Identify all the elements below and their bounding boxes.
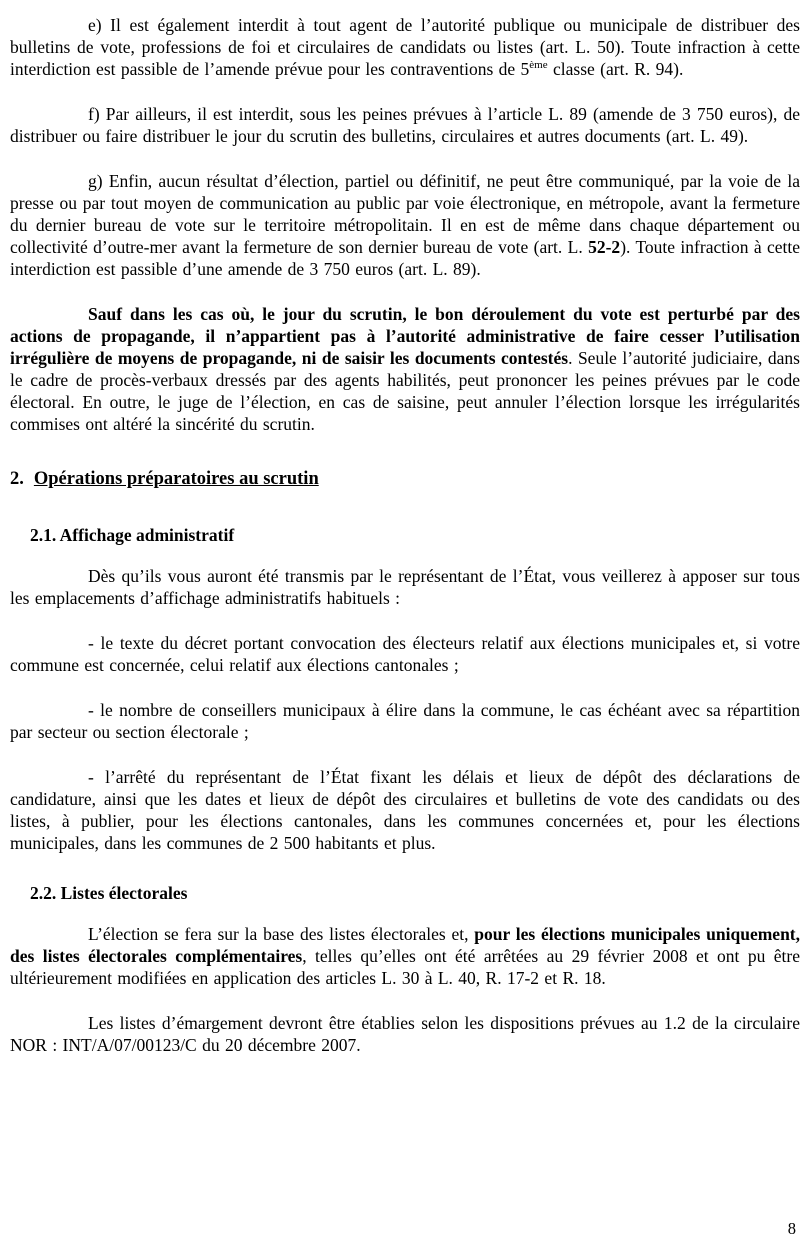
bullet-item-decret: - le texte du décret portant convocation des électeurs relatif aux élections municipales et, si votre commune est concernée, celui relatif aux élections cantonales ;	[10, 633, 800, 675]
section-2-1-heading: 2.1. Affichage administratif	[30, 525, 235, 545]
paragraph-listes-electorales	[10, 923, 800, 989]
section-2-number: 2.	[10, 469, 24, 489]
paragraph-e	[10, 14, 800, 80]
page-number: 8	[787, 1219, 796, 1238]
paragraph-g	[10, 170, 800, 280]
article-number-52-2: 52-2	[588, 237, 621, 257]
paragraph-affichage-intro: Dès qu’ils vous auront été transmis par le représentant de l’État, vous veillerez à apposer sur tous les emplacements d’affichage administratifs habituels :	[10, 566, 800, 608]
paragraph-sauf-bold-text: Sauf dans les cas où, le jour du scrutin, le bon déroulement du vote est perturbé par des actions de propagande, il n’appartient pas à l’autorité administrative de faire cesser l’utilisation irrégulière de moyens de propagande, ni de saisir les documents contestés	[10, 304, 800, 368]
section-2-2-heading: 2.2. Listes électorales	[30, 883, 188, 903]
bullet-item-conseillers: - le nombre de conseillers municipaux à élire dans la commune, le cas échéant avec sa répartition par secteur ou section électorale ;	[10, 700, 800, 742]
paragraph-g-text: g) Enfin, aucun résultat d’élection, partiel ou définitif, ne peut être communiqué, par la voie de la presse ou par tout moyen de communication au public par voie électronique, en métropole, avant la fermeture du dernier bureau de vote sur le territoire métropolitain. Il en est de même dans chaque département ou collectivité d’outre-mer avant la fermeture de son dernier bureau de vote (art. L.	[10, 171, 800, 257]
section-2-heading	[10, 467, 800, 491]
paragraph-listes-text: L’élection se fera sur la base des listes électorales et,	[88, 924, 475, 944]
section-2-title: Opérations préparatoires au scrutin	[33, 469, 319, 489]
paragraph-e-text-end: classe (art. R. 94).	[547, 59, 684, 79]
paragraph-sauf	[10, 303, 800, 435]
bullet-item-arrete: - l’arrêté du représentant de l’État fixant les délais et lieux de dépôt des déclarations de candidature, ainsi que les dates et lieux de dépôt des circulaires et bulletins de vote des candidats ou des listes, à publier, pour les élections cantonales, dans les communes concernées et, pour les élections municipales, dans les communes de 2 500 habitants et plus.	[10, 767, 800, 853]
superscript-eme: ème	[529, 59, 548, 72]
paragraph-listes-bold-text: pour les élections municipales uniquement, des listes électorales complémentaires	[10, 924, 800, 966]
paragraph-g-text-end: ). Toute infraction à cette interdiction est passible d’une amende de 3 750 euros (art. L. 89).	[10, 237, 800, 279]
paragraph-e-text: e) Il est également interdit à tout agent de l’autorité publique ou municipale de distribuer des bulletins de vote, professions de foi et circulaires de candidats ou listes (art. L. 50). Toute infraction à cette interdiction est passible de l’amende prévue pour les contraventions de 5	[10, 15, 800, 79]
paragraph-listes-text-end: , telles qu’elles ont été arrêtées au 29 février 2008 et ont pu être ultérieurement modifiées en application des articles L. 30 à L. 40, R. 17-2 et R. 18.	[10, 946, 800, 988]
paragraph-emargement: Les listes d’émargement devront être établies selon les dispositions prévues au 1.2 de la circulaire NOR : INT/A/07/00123/C du 20 décembre 2007.	[10, 1013, 800, 1055]
paragraph-f: f) Par ailleurs, il est interdit, sous les peines prévues à l’article L. 89 (amende de 3 750 euros), de distribuer ou faire distribuer le jour du scrutin des bulletins, circulaires et autres documents (art. L. 49).	[10, 104, 800, 146]
paragraph-sauf-text: . Seule l’autorité judiciaire, dans le cadre de procès-verbaux dressés par des agents habilités, peut prononcer les peines prévues par le code électoral. En outre, le juge de l’élection, en cas de saisine, peut annuler l’élection lorsque les irrégularités commises ont altéré la sincérité du scrutin.	[10, 348, 800, 434]
